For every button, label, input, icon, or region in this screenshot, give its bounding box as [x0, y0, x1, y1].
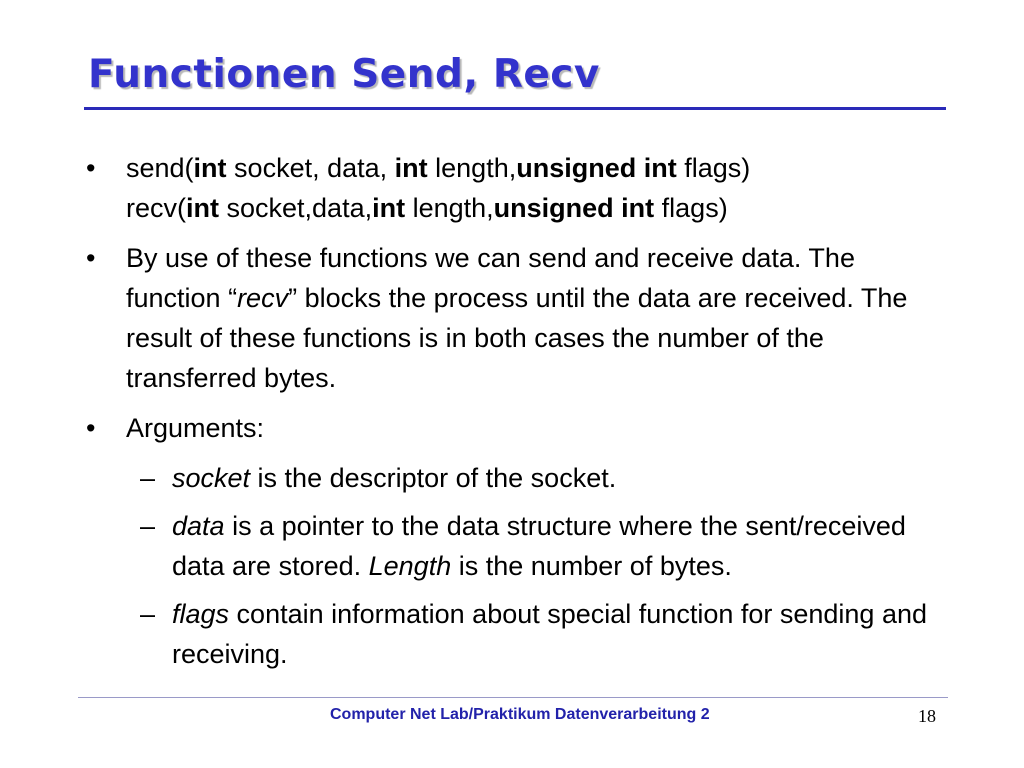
text: is a pointer to the data structure where the sent/received data are stored.	[172, 511, 906, 581]
text: Arguments:	[126, 413, 265, 443]
text: flags)	[676, 153, 751, 183]
title-underline	[84, 107, 946, 110]
footer-text: Computer Net Lab/Praktikum Datenverarbeitung 2	[330, 706, 710, 723]
bullet-marker: •	[86, 243, 96, 273]
emphasis: recv	[237, 283, 289, 313]
text: ” blocks the process until the data are received. The result of these functions is in both cases the number of the transferred bytes.	[126, 283, 908, 393]
sub-bullet-marker: –	[140, 599, 156, 629]
emphasis: data	[172, 511, 225, 541]
emphasis: flags	[172, 599, 230, 629]
text: length,	[405, 193, 494, 223]
emphasis: Length	[368, 551, 452, 581]
sub-bullet-marker: –	[140, 511, 156, 541]
text: length,	[427, 153, 517, 183]
sub-bullet-marker: –	[140, 463, 156, 493]
text: contain information about special function for sending and receiving.	[172, 599, 927, 669]
text: send(	[126, 153, 194, 183]
footer-divider	[78, 697, 948, 698]
bullet-marker: •	[86, 413, 96, 443]
bullet-marker: •	[86, 153, 96, 183]
bullet-description	[80, 238, 950, 398]
send-signature	[126, 148, 950, 188]
text: flags)	[654, 193, 728, 223]
text: socket,data,	[219, 193, 373, 223]
slide-title: Functionen Send, Recv	[88, 52, 600, 97]
keyword: int	[394, 153, 428, 183]
slide-body	[80, 148, 950, 682]
sub-bullet-flags	[80, 594, 950, 674]
keyword: int	[186, 193, 219, 223]
keyword: int	[372, 193, 406, 223]
page-number: 18	[918, 706, 936, 726]
keyword: unsigned int	[516, 153, 677, 183]
text: recv(	[126, 193, 186, 223]
sub-bullet-data	[80, 506, 950, 586]
keyword: int	[193, 153, 227, 183]
emphasis: socket	[172, 463, 251, 493]
text: socket, data,	[226, 153, 395, 183]
text: is the descriptor of the socket.	[250, 463, 617, 493]
bullet-signatures	[80, 148, 950, 228]
text: By use of these functions we can send and receive data. The function “	[126, 243, 855, 313]
keyword: unsigned int	[493, 193, 655, 223]
bullet-arguments	[80, 408, 950, 448]
text: is the number of bytes.	[451, 551, 732, 581]
recv-signature	[126, 188, 950, 228]
sub-bullet-socket	[80, 458, 950, 498]
